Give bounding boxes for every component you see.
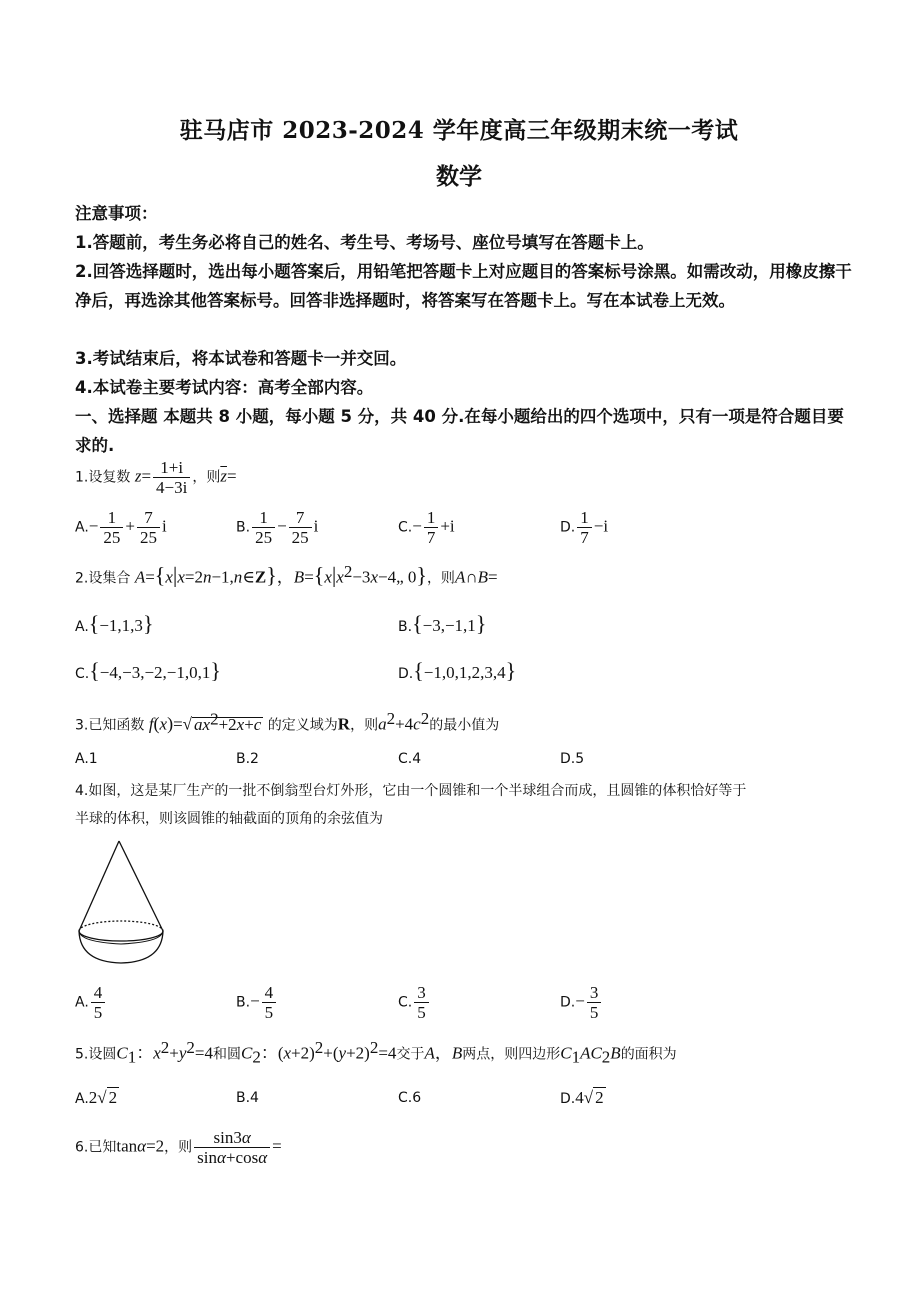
q1-option-b: B. $\frac{1}{25}$ − $\frac{7}{25}$ i: [236, 508, 319, 547]
question-4-line-2: 半球的体积，则该圆锥的轴截面的顶角的余弦值为: [75, 811, 383, 827]
notice-item-3: 3.考试结束后，将本试卷和答题卡一并交回。: [75, 349, 407, 368]
q4-option-b: B.− $\frac{4}{5}$: [236, 983, 278, 1022]
q3-option-a: A.1: [75, 751, 98, 767]
q1-suffix: ，则: [192, 469, 221, 486]
q5-option-a: A.2√ 2: [75, 1088, 118, 1107]
q5-option-d: D.4√ 2: [560, 1088, 604, 1107]
q2-option-b: B.{−3,−1,1}: [398, 611, 487, 636]
q5-option-b: B.4: [236, 1090, 259, 1106]
q1-option-c: C.− $\frac{1}{7}$ +i: [398, 508, 455, 547]
q1-prefix: 1.设复数: [75, 469, 131, 486]
q4-option-a: A. $\frac{4}{5}$: [75, 983, 107, 1022]
cone-hemisphere-figure: [72, 836, 172, 970]
notice-item-2: 2.回答选择题时，选出每小题答案后，用铅笔把答题卡上对应题目的答案标号涂黑。如需改动，用橡皮擦干净后，再选涂其他答案标号。回答非选择题时，将答案写在答题卡上。写在本试卷上无效。: [75, 262, 852, 310]
q3-option-c: C.4: [398, 751, 422, 767]
question-6: 6.已知tanα=2，则 $\frac{\sin 3\alpha}{\sin\alpha+\cos\alpha}$ =: [75, 1128, 282, 1167]
q2-option-a: A.{−1,1,3}: [75, 611, 154, 636]
question-4-line-1: 4.如图，这是某厂生产的一批不倒翁型台灯外形，它由一个圆锥和一个半球组合而成，且圆锥的体积恰好等于: [75, 783, 747, 799]
notice-item-1: 1.答题前，考生务必将自己的姓名、考生号、考场号、座位号填写在答题卡上。: [75, 233, 654, 252]
question-1: 1.设复数 z= $\frac{1+i}{4-3i}$ ，则$\overline{z}=$: [75, 458, 237, 497]
question-5: 5.设圆$C_1$：$x^2+y^2=4$和圆$C_2$：$(x+2)^2+(y+2)^2=4$交于A，B两点，则四边形$C_1AC_2B$的面积为: [75, 1038, 677, 1067]
q1-option-d: D. $\frac{1}{7}$ −i: [560, 508, 609, 547]
notice-item-4: 4.本试卷主要考试内容：高考全部内容。: [75, 378, 374, 397]
exam-title: 驻马店市 2023-2024 学年度高三年级期末统一考试: [179, 117, 739, 144]
q3-option-d: D.5: [560, 751, 585, 767]
q2-option-d: D.{−1,0,1,2,3,4}: [398, 658, 517, 683]
q5-option-c: C.6: [398, 1090, 422, 1106]
q4-option-d: D.− $\frac{3}{5}$: [560, 983, 603, 1022]
subject-title: 数学: [436, 163, 482, 190]
q2-option-c: C.{−4,−3,−2,−1,0,1}: [75, 658, 221, 683]
question-3: 3.已知函数 f(x)=√ $ax^2+2x+c$ 的定义域为R，则$a^2+4c^2$的最小值为: [75, 709, 500, 734]
q1-option-a: A.− $\frac{1}{25}$ + $\frac{7}{25}$ i: [75, 508, 167, 547]
section-heading: 一、选择题 本题共 8 小题，每小题 5 分，共 40 分.在每小题给出的四个选项中，只有一项是符合题目要求的.: [75, 407, 844, 455]
notice-heading: 注意事项：: [75, 204, 158, 223]
q3-option-b: B.2: [236, 751, 259, 767]
q4-option-c: C. $\frac{3}{5}$: [398, 983, 431, 1022]
question-2: 2.设集合 A={x|x=2n−1,n∈Z}，$B=\{x|x^2-3x-4„$ 0}，则A∩B=: [75, 562, 498, 588]
